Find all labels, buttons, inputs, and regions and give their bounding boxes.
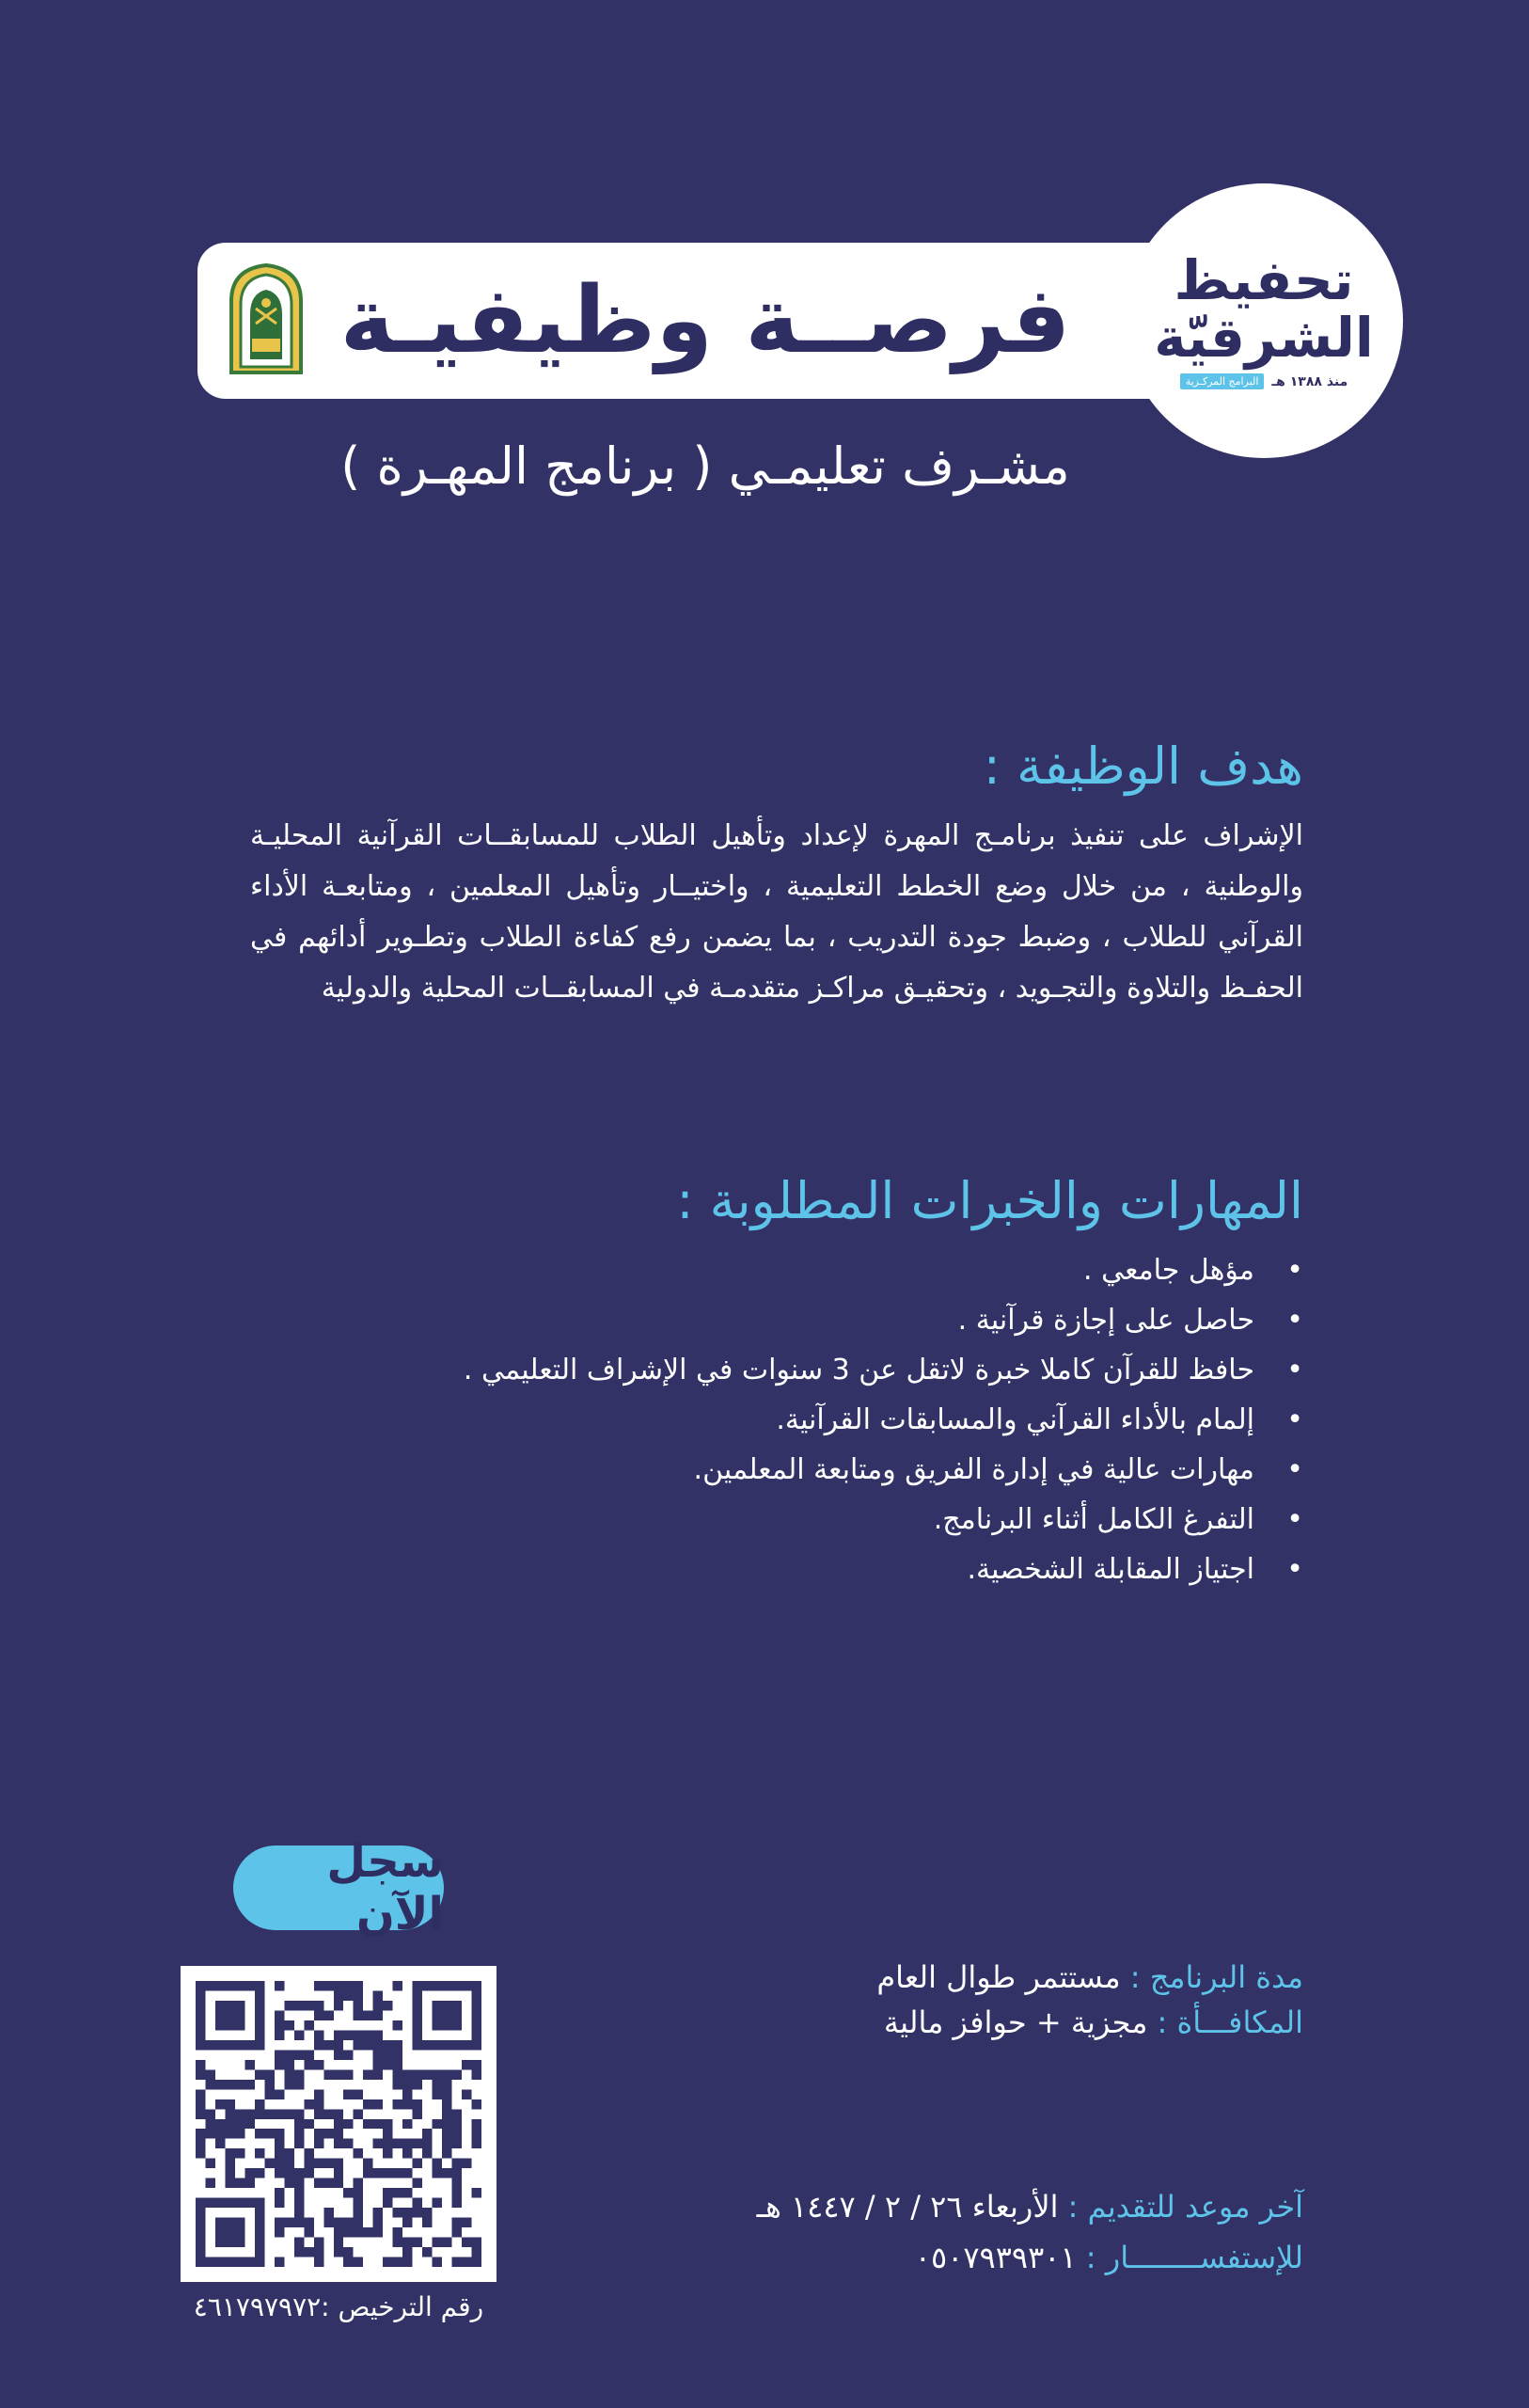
goal-body: الإشراف على تنفيذ برنامـج المهرة لإعداد وتأهيل الطلاب للمسابقــات القرآنية المحليـة والوطنية ، من خلال وضع الخطط التعليمية ، واختيــار وتأهيل المعلمين ، ومتابعـة الأداء القرآني للطلاب ، وضبط جودة التدريب ، بما يضمن رفع كفاءة الطلاب وتطـوير أدائهم في الحفـظ والتلاوة والتجـويد ، وتحقيـق مراكـز متقدمـة في المسابقــات المحلية والدولية bbox=[250, 819, 1303, 1005]
license-number: رقم الترخيص :٤٦١٧٩٧٩٧٢ bbox=[193, 2291, 484, 2322]
list-item: • مهارات عالية في إدارة الفريق ومتابعة المعلمين. bbox=[363, 1445, 1303, 1495]
inquiry-label: للإستفســــــــار : bbox=[1085, 2240, 1303, 2275]
page-title: فرصــة وظيفيـة bbox=[339, 267, 1071, 374]
inquiry-row bbox=[915, 2235, 1303, 2280]
duration-label: مدة البرنامج : bbox=[1129, 1959, 1303, 1995]
list-item: • مؤهل جامعي . bbox=[363, 1245, 1303, 1295]
qr-code-icon bbox=[196, 1981, 481, 2267]
list-item: • التفرغ الكامل أثناء البرنامج. bbox=[363, 1495, 1303, 1545]
skills-heading: المهارات والخبرات المطلوبة : bbox=[676, 1171, 1303, 1230]
deadline-row bbox=[757, 2184, 1303, 2229]
inquiry-phone[interactable]: ٠٥٠٧٩٣٩٣٠١ bbox=[914, 2240, 1077, 2275]
brand-since: منذ ١٣٨٨ هـ bbox=[1271, 373, 1348, 389]
reward-value: مجزية + حوافز مالية bbox=[883, 2004, 1148, 2040]
brand-logo bbox=[1125, 183, 1403, 458]
list-item: • حافظ للقرآن كاملا خبرة لاتقل عن 3 سنوات في الإشراف التعليمي . bbox=[363, 1345, 1303, 1395]
brand-name-line2: الشرقيّة bbox=[1154, 305, 1374, 370]
goal-heading: هدف الوظيفة : bbox=[983, 737, 1303, 796]
deadline-label: آخر موعد للتقديم : bbox=[1067, 2189, 1303, 2225]
duration-value: مستتمر طوال العام bbox=[876, 1959, 1121, 1995]
list-item: • اجتياز المقابلة الشخصية. bbox=[363, 1545, 1303, 1594]
job-subtitle: مشـرف تعليمـي ( برنامج المهـرة ) bbox=[340, 436, 1070, 496]
brand-tag: البرامج المركـزية bbox=[1180, 373, 1265, 389]
brand-subline bbox=[1180, 373, 1348, 389]
reward-row bbox=[884, 2000, 1303, 2045]
register-button[interactable]: سجل الآن bbox=[233, 1846, 444, 1930]
skills-list bbox=[363, 1245, 1303, 1594]
reward-label: المكافـــأة : bbox=[1157, 2004, 1303, 2040]
list-item: • إلمام بالأداء القرآني والمسابقات القرآنية. bbox=[363, 1395, 1303, 1445]
deadline-value: الأربعاء ٢٦ / ٢ / ١٤٤٧ هـ bbox=[756, 2189, 1059, 2225]
duration-row bbox=[876, 1955, 1303, 2000]
list-item: • حاصل على إجازة قرآنية . bbox=[363, 1295, 1303, 1345]
qr-code[interactable] bbox=[181, 1966, 497, 2282]
brand-name-line1: تحفيظ bbox=[1174, 247, 1354, 312]
